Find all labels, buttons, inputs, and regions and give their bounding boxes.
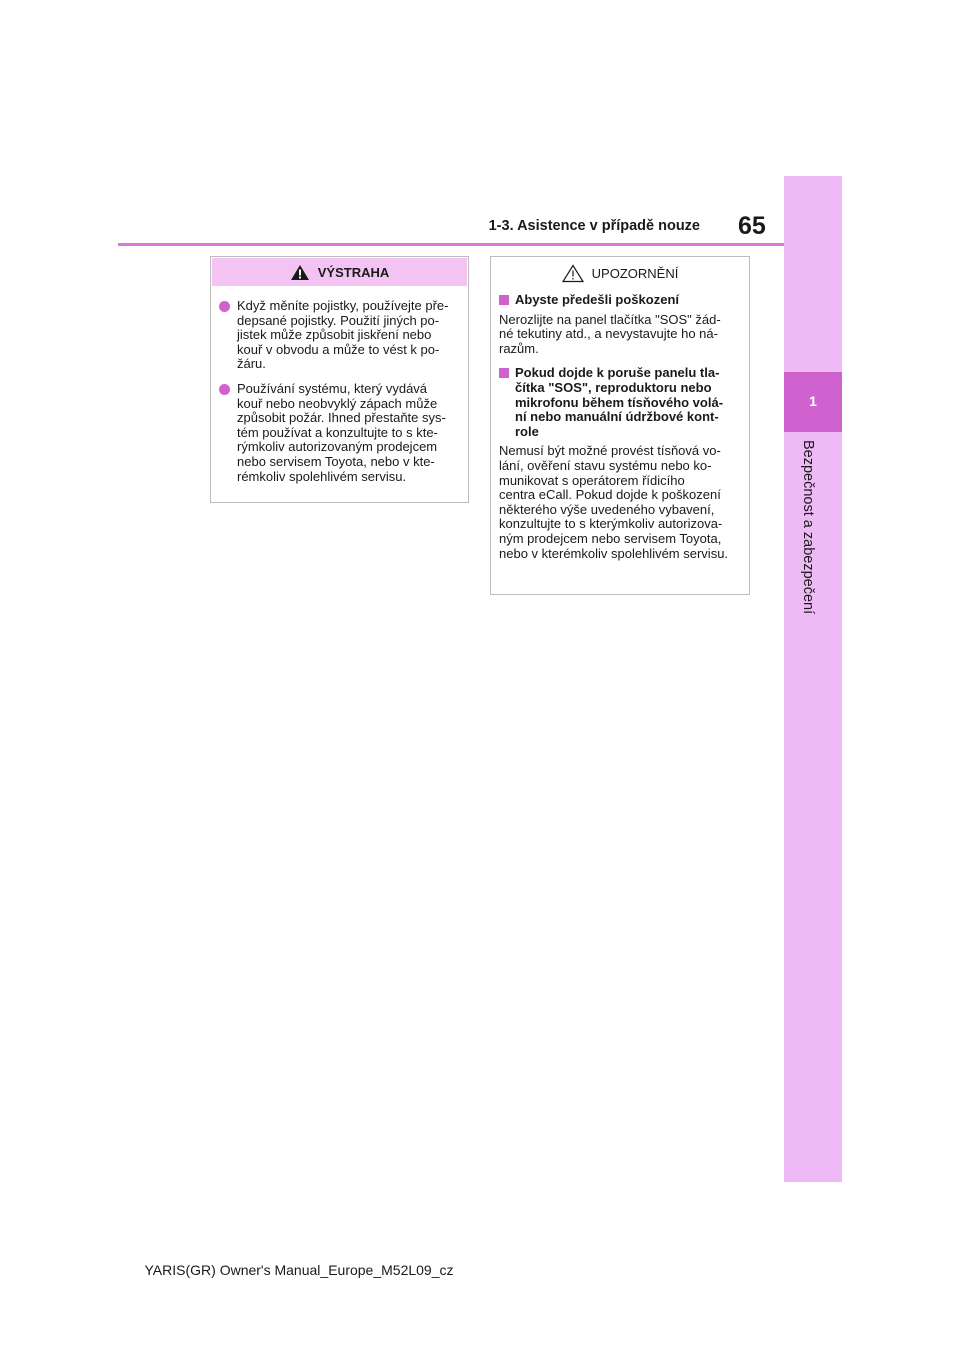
square-bullet-icon [499,368,509,378]
caution-heading-text: Pokud dojde k poruše panelu tla- čítka "SOS", reproduktoru nebo mikrofonu během tísňového volá- ní nebo manuální údržbové kont- role [515,365,724,439]
chapter-number: 1 [809,393,817,409]
bullet-dot-icon [219,384,230,395]
warning-box [210,256,469,503]
section-title: 1-3. Asistence v případě nouze [488,218,700,234]
warning-title: VÝSTRAHA [317,264,390,280]
caution-triangle-icon [562,264,584,283]
caution-heading-text: Abyste předešli poškození [515,292,679,307]
warning-item [219,382,460,484]
caution-section-body: Nemusí být možné provést tísňová vo- lání, ověření stavu systému nebo ko- munikovat s operátorem řídicího centra eCall. Pokud dojde k poškození některého výše uvedeného vybavení, konzultujte to s kterýmkoliv autorizova- ným prodejcem nebo servisem Toyota, nebo v kterémkoliv spolehlivém servisu. [499,443,729,561]
warning-item-text: Když měníte pojistky, používejte pře- depsané pojistky. Použití jiných po- jistek může způsobit jiskření nebo kouř v obvodu a může to vést k po- žáru. [237,298,449,372]
caution-section-heading [499,293,741,308]
chapter-side-tab [784,176,842,1182]
bullet-dot-icon [219,301,230,312]
manual-footer: YARIS(GR) Owner's Manual_Europe_M52L09_cz [144,1262,454,1278]
caution-box [490,256,750,595]
page-number: 65 [738,212,766,240]
caution-header [491,259,749,287]
caution-section-heading [499,366,741,439]
caution-title: UPOZORNĚNÍ [591,265,679,281]
warning-header [212,258,467,286]
warning-item-text: Používání systému, který vydává kouř nebo neobvyklý zápach může způsobit požár. Ihned přestaňte sys- tém používat a konzultujte to s kte- rýmkoliv autorizovaným prodejcem nebo servisem Toyota, nebo v kte- rémkoliv spolehlivém servisu. [237,380,446,484]
chapter-title: Bezpečnost a zabezpečení [800,440,816,615]
warning-triangle-icon [290,264,310,281]
header-divider [118,243,784,246]
caution-section-body: Nerozlijte na panel tlačítka "SOS" žád- né tekutiny atd., a nevystavujte ho ná- razům. [499,311,721,356]
warning-item [219,299,460,372]
square-bullet-icon [499,295,509,305]
